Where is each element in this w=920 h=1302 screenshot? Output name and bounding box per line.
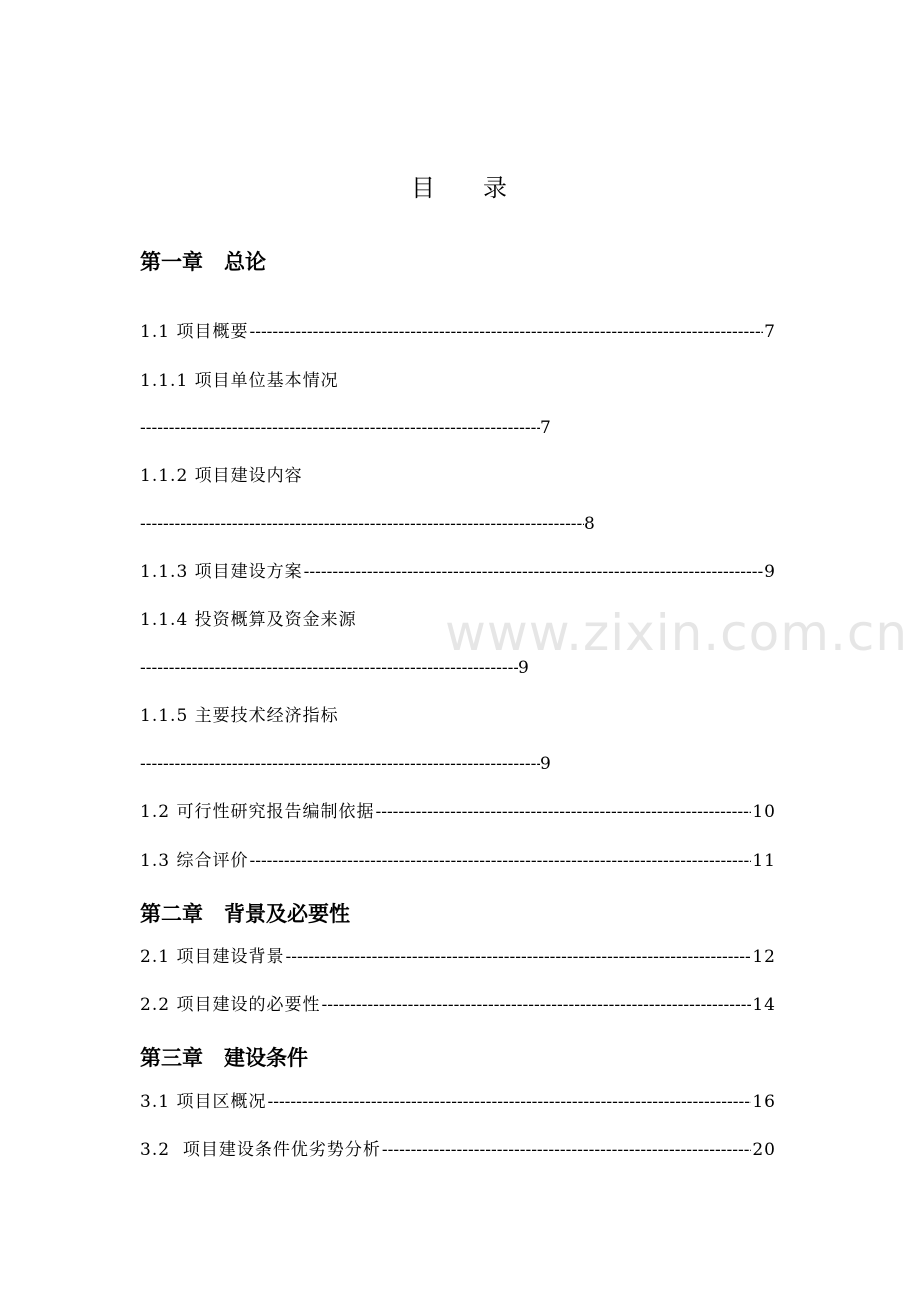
- toc-entry-1-1-3[interactable]: [140, 560, 776, 584]
- toc-entry-1-1-2-leader-line[interactable]: [140, 512, 595, 536]
- toc-page-number: 20: [752, 1140, 776, 1160]
- toc-entry-1-1-5[interactable]: 1.1.5 主要技术经济指标: [140, 706, 339, 726]
- chapter-2-heading: 第二章 背景及必要性: [140, 902, 350, 926]
- toc-page-number: 7: [764, 322, 776, 342]
- toc-entry-3-1[interactable]: [140, 1090, 776, 1114]
- toc-entry-1-3[interactable]: [140, 849, 776, 873]
- toc-entry-label: 1.1.3 项目建设方案: [140, 562, 303, 582]
- toc-entry-2-1[interactable]: [140, 945, 776, 969]
- toc-entry-label: 1.2 可行性研究报告编制依据: [140, 802, 375, 822]
- chapter-1-heading: 第一章 总论: [140, 250, 266, 274]
- toc-entry-2-2[interactable]: [140, 993, 776, 1017]
- toc-leader: [140, 512, 584, 536]
- toc-entry-1-1-4-leader-line[interactable]: [140, 656, 529, 680]
- toc-leader: [249, 320, 763, 344]
- toc-leader: [140, 752, 540, 776]
- toc-entry-1-1[interactable]: [140, 320, 776, 344]
- toc-entry-label: 2.1 项目建设背景: [140, 947, 285, 967]
- toc-leader: [140, 416, 540, 440]
- toc-leader: [321, 993, 751, 1017]
- toc-leader: [140, 656, 518, 680]
- title-char-2: 录: [483, 174, 509, 202]
- toc-entry-label: 1.3 综合评价: [140, 851, 249, 871]
- toc-leader: [267, 1090, 751, 1114]
- toc-entry-label: 3.2 项目建设条件优劣势分析: [140, 1140, 381, 1160]
- toc-entry-label: 1.1 项目概要: [140, 322, 249, 342]
- toc-leader: [285, 945, 751, 969]
- toc-page-number: 9: [540, 754, 551, 774]
- page-title: [0, 168, 920, 203]
- toc-page-number: 16: [752, 1092, 776, 1112]
- toc-entry-1-1-2[interactable]: 1.1.2 项目建设内容: [140, 466, 303, 486]
- toc-leader: [304, 560, 764, 584]
- chapter-3-heading: 第三章 建设条件: [140, 1046, 308, 1070]
- toc-entry-label: 3.1 项目区概况: [140, 1092, 267, 1112]
- toc-page-number: 7: [540, 418, 551, 438]
- toc-leader: [382, 1138, 752, 1162]
- toc-leader: [375, 800, 751, 824]
- toc-entry-1-1-1-leader-line[interactable]: [140, 416, 551, 440]
- toc-entry-label: 2.2 项目建设的必要性: [140, 995, 321, 1015]
- toc-entry-1-2[interactable]: [140, 800, 776, 824]
- toc-page-number: 9: [764, 562, 776, 582]
- toc-page-number: 14: [752, 995, 776, 1015]
- title-char-1: 目: [411, 174, 437, 202]
- toc-entry-1-1-4[interactable]: 1.1.4 投资概算及资金来源: [140, 610, 357, 630]
- toc-leader: [249, 849, 751, 873]
- toc-page-number: 11: [752, 851, 776, 871]
- watermark-text: www.zixin.com.cn: [445, 604, 909, 662]
- toc-entry-1-1-1[interactable]: 1.1.1 项目单位基本情况: [140, 371, 339, 391]
- toc-page-number: 9: [518, 658, 529, 678]
- toc-page-number: 12: [752, 947, 776, 967]
- toc-entry-1-1-5-leader-line[interactable]: [140, 752, 551, 776]
- toc-page-number: 10: [752, 802, 776, 822]
- toc-page-number: 8: [584, 514, 595, 534]
- toc-entry-3-2[interactable]: [140, 1138, 776, 1162]
